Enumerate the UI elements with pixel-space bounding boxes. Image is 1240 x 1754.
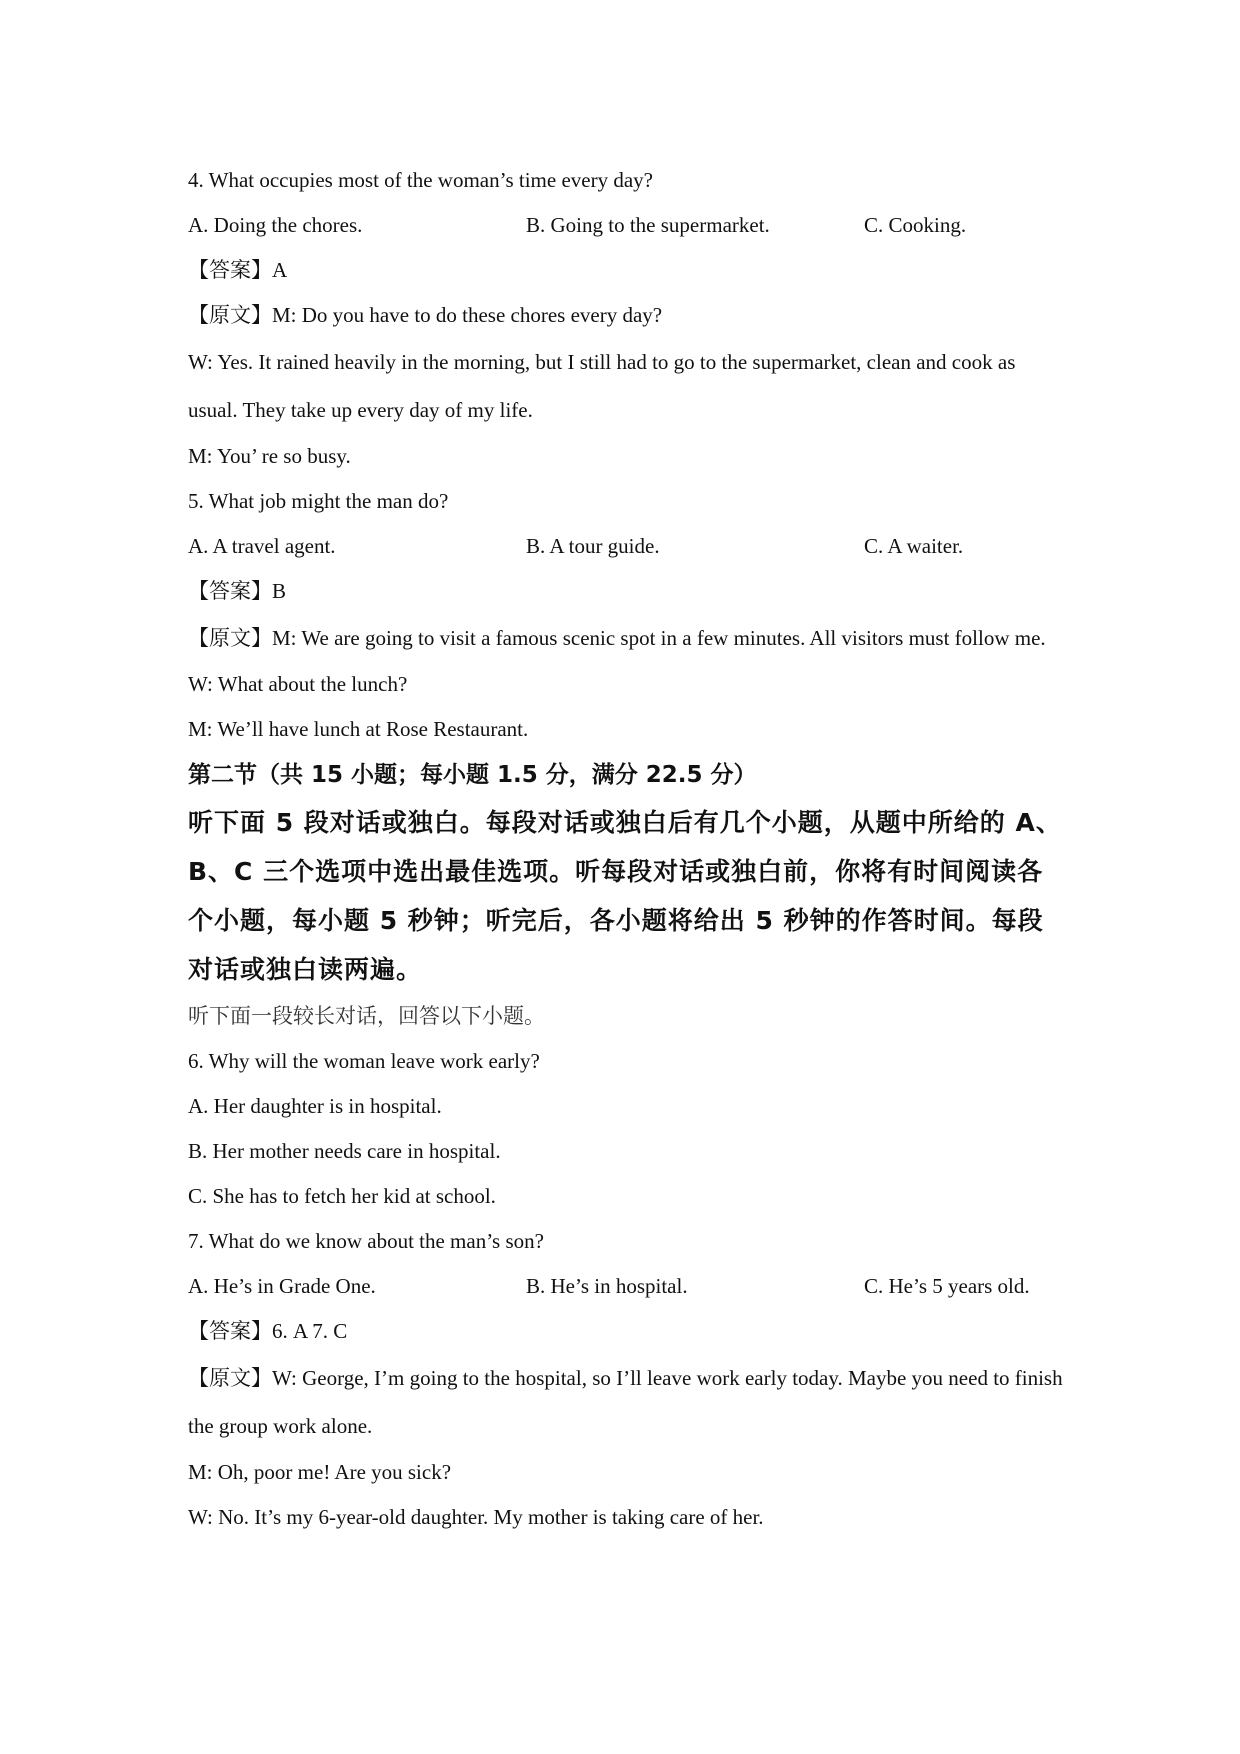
q4-transcript-line: 【原文】M: Do you have to do these chores every day? — [188, 303, 663, 327]
q5-transcript-line: 【原文】M: We are going to visit a famous scenic spot in a few minutes. All visitors must follow me. — [188, 626, 1046, 650]
q7-option-c: C. He’s 5 years old. — [864, 1274, 1030, 1298]
q6-question: 6. Why will the woman leave work early? — [188, 1049, 540, 1073]
q4-transcript-line: W: Yes. It rained heavily in the morning, but I still had to go to the supermarket, clean and cook as usual. They take up every day of my life. — [188, 350, 1016, 422]
document-page — [188, 158, 1068, 1540]
q6-q7-answer: 【答案】6. A 7. C — [188, 1319, 348, 1343]
q5-transcript-line: W: What about the lunch? — [188, 672, 408, 696]
section-instructions: 听下面 5 段对话或独白。每段对话或独白后有几个小题，从题中所给的 A、B、C 三个选项中选出最佳选项。听每段对话或独白前，你将有时间阅读各个小题，每小题 5 秒钟；听完后，各小题将给出 5 秒钟的作答时间。每段对话或独白读两遍。 — [188, 808, 1062, 984]
q4-option-c: C. Cooking. — [864, 213, 967, 237]
q5-transcript-line: M: We’ll have lunch at Rose Restaurant. — [188, 717, 529, 741]
q5-answer: 【答案】B — [188, 579, 287, 603]
q7-question: 7. What do we know about the man’s son? — [188, 1229, 544, 1253]
section-heading: 第二节（共 15 小题；每小题 1.5 分，满分 22.5 分） — [188, 762, 757, 788]
q5-option-b: B. A tour guide. — [526, 534, 660, 558]
q5-question: 5. What job might the man do? — [188, 489, 449, 513]
q5-option-a: A. A travel agent. — [188, 534, 336, 558]
dialogue-note: 听下面一段较长对话，回答以下小题。 — [188, 1004, 545, 1028]
q4-question: 4. What occupies most of the woman’s time every day? — [188, 168, 653, 192]
q6-option-c: C. She has to fetch her kid at school. — [188, 1184, 496, 1208]
q5-option-c: C. A waiter. — [864, 534, 964, 558]
q7-transcript-line: M: Oh, poor me! Are you sick? — [188, 1460, 452, 1484]
q7-transcript-line: W: No. It’s my 6-year-old daughter. My mother is taking care of her. — [188, 1505, 764, 1529]
q4-options — [188, 203, 1068, 248]
q7-option-b: B. He’s in hospital. — [526, 1274, 688, 1298]
q4-transcript-line: M: You’ re so busy. — [188, 444, 351, 468]
q7-option-a: A. He’s in Grade One. — [188, 1274, 376, 1298]
q4-answer: 【答案】A — [188, 258, 288, 282]
q6-option-b: B. Her mother needs care in hospital. — [188, 1139, 501, 1163]
q5-options — [188, 524, 1068, 569]
q7-options — [188, 1264, 1068, 1309]
q7-transcript-line: 【原文】W: George, I’m going to the hospital, so I’ll leave work early today. Maybe you need to finish the group work alone. — [188, 1366, 1063, 1438]
q6-option-a: A. Her daughter is in hospital. — [188, 1094, 442, 1118]
q4-option-b: B. Going to the supermarket. — [526, 213, 770, 237]
q4-option-a: A. Doing the chores. — [188, 213, 363, 237]
